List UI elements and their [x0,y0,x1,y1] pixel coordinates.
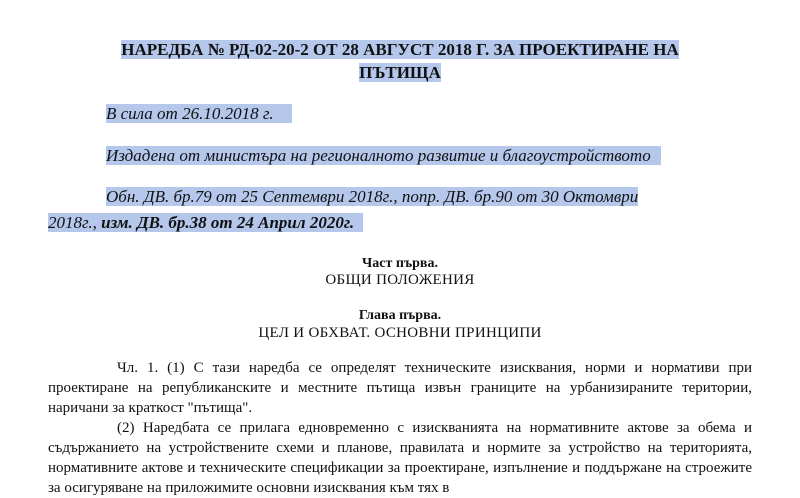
publication-line1: Обн. ДВ. бр.79 от 25 Септември 2018г., попр. ДВ. бр.90 от 30 Октомври [106,187,639,206]
part-title: ОБЩИ ПОЛОЖЕНИЯ [325,272,475,288]
in-force-text: В сила от 26.10.2018 г. [106,104,292,123]
document-title [48,38,752,84]
issued-by-text: Издадена от министъра на регионалното развитие и благоустройството [106,146,661,165]
part-label: Част първа. [362,256,438,271]
publication-line2-prefix: 2018г., [48,213,102,232]
article-1-paragraph-1: Чл. 1. (1) С тази наредба се определят техническите изисквания, норми и нормативи при проектиране на републиканските и местните пътища извън границите на урбанизираните територии, наричани за краткост "пътища". [48,360,752,416]
publication-info [48,184,752,236]
publication-line2-bold: изм. ДВ. бр.38 от 24 Април 2020г. [101,213,355,232]
chapter-label: Глава първа. [358,308,442,323]
in-force-line [106,101,292,127]
document-title-line1: НАРЕДБА № РД-02-20-2 ОТ 28 АВГУСТ 2018 Г. ЗА ПРОЕКТИРАНЕ НА [121,40,679,59]
article-1 [48,358,752,498]
article-1-paragraph-2: (2) Наредбата се прилага едновременно с изискванията на нормативните актове за обема и съдържанието на устройствените схеми и планове, правилата и нормите за устройство на територията, нормативните актове и техническите спецификации за проектиране, изпълнение и поддържане на строежите за осигуряване на приложимите основни изисквания към тях в [48,420,752,496]
document-title-line2: ПЪТИЩА [359,63,441,82]
issued-by-line [106,143,661,169]
chapter-title: ЦЕЛ И ОБХВАТ. ОСНОВНИ ПРИНЦИПИ [258,325,542,341]
